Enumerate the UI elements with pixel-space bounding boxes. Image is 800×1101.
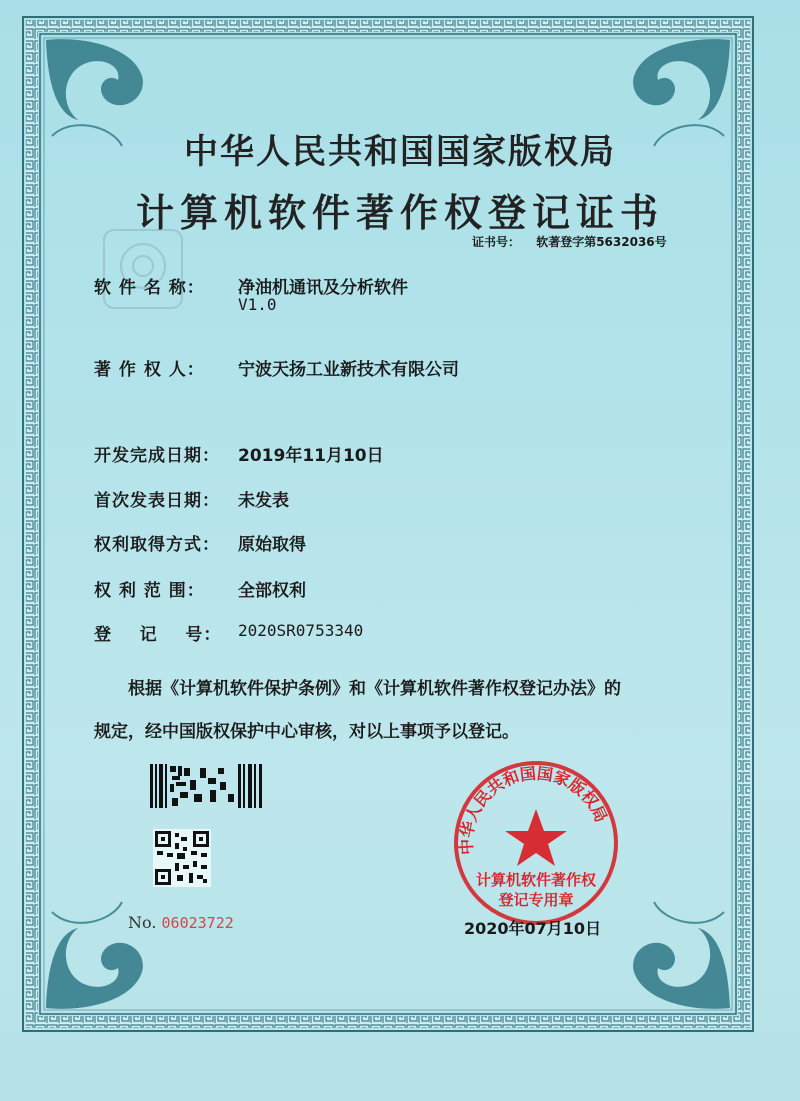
registration-number-value: 2020SR0753340 [238, 621, 364, 640]
completion-date-label: 开发完成日期： [94, 446, 220, 466]
completion-date-value: 2019年11月10日 [238, 446, 384, 466]
serial-number [128, 913, 234, 932]
seal-line-2: 登记专用章 [498, 891, 574, 909]
statement-line-1: 根据《计算机软件保护条例》和《计算机软件著作权登记办法》的 [128, 679, 621, 699]
rights-scope-label: 权 利 范 围： [94, 581, 205, 601]
software-name-label: 软 件 名 称： [94, 278, 205, 298]
certificate-title: 计算机软件著作权登记证书 [135, 191, 664, 235]
barcode [150, 764, 264, 808]
qr-code [153, 829, 211, 887]
cert-no-value: 软著登字第5632036号 [536, 235, 667, 249]
copyright-owner-label: 著 作 权 人： [94, 360, 205, 380]
rights-scope-value: 全部权利 [238, 581, 306, 601]
cpcc-watermark-logo [100, 226, 186, 312]
statement-line-2: 规定，经中国版权保护中心审核，对以上事项予以登记。 [94, 722, 519, 742]
acquisition-method-value: 原始取得 [238, 535, 306, 555]
software-version-value: V1.0 [238, 295, 277, 314]
publish-date-label: 首次发表日期： [94, 491, 220, 511]
cert-no-label: 证书号： [472, 235, 521, 249]
seal-arc-text: 中华人民共和国国家版权局 [456, 763, 612, 856]
acquisition-method-label: 权利取得方式： [94, 535, 220, 555]
star-icon [505, 809, 567, 866]
software-name-value: 净油机通讯及分析软件 [238, 278, 408, 298]
serial-prefix: No. [128, 913, 157, 932]
publish-date-value: 未发表 [238, 491, 289, 511]
registration-number-label: 登 记 号： [94, 625, 222, 645]
issue-date: 2020年07月10日 [464, 919, 602, 938]
serial-value: 06023722 [161, 914, 234, 932]
copyright-owner-value: 宁波天扬工业新技术有限公司 [238, 360, 459, 380]
seal-line-1: 计算机软件著作权 [475, 871, 597, 889]
issuer-title: 中华人民共和国国家版权局 [184, 132, 616, 172]
certificate-number [472, 233, 667, 250]
official-seal [448, 755, 624, 931]
